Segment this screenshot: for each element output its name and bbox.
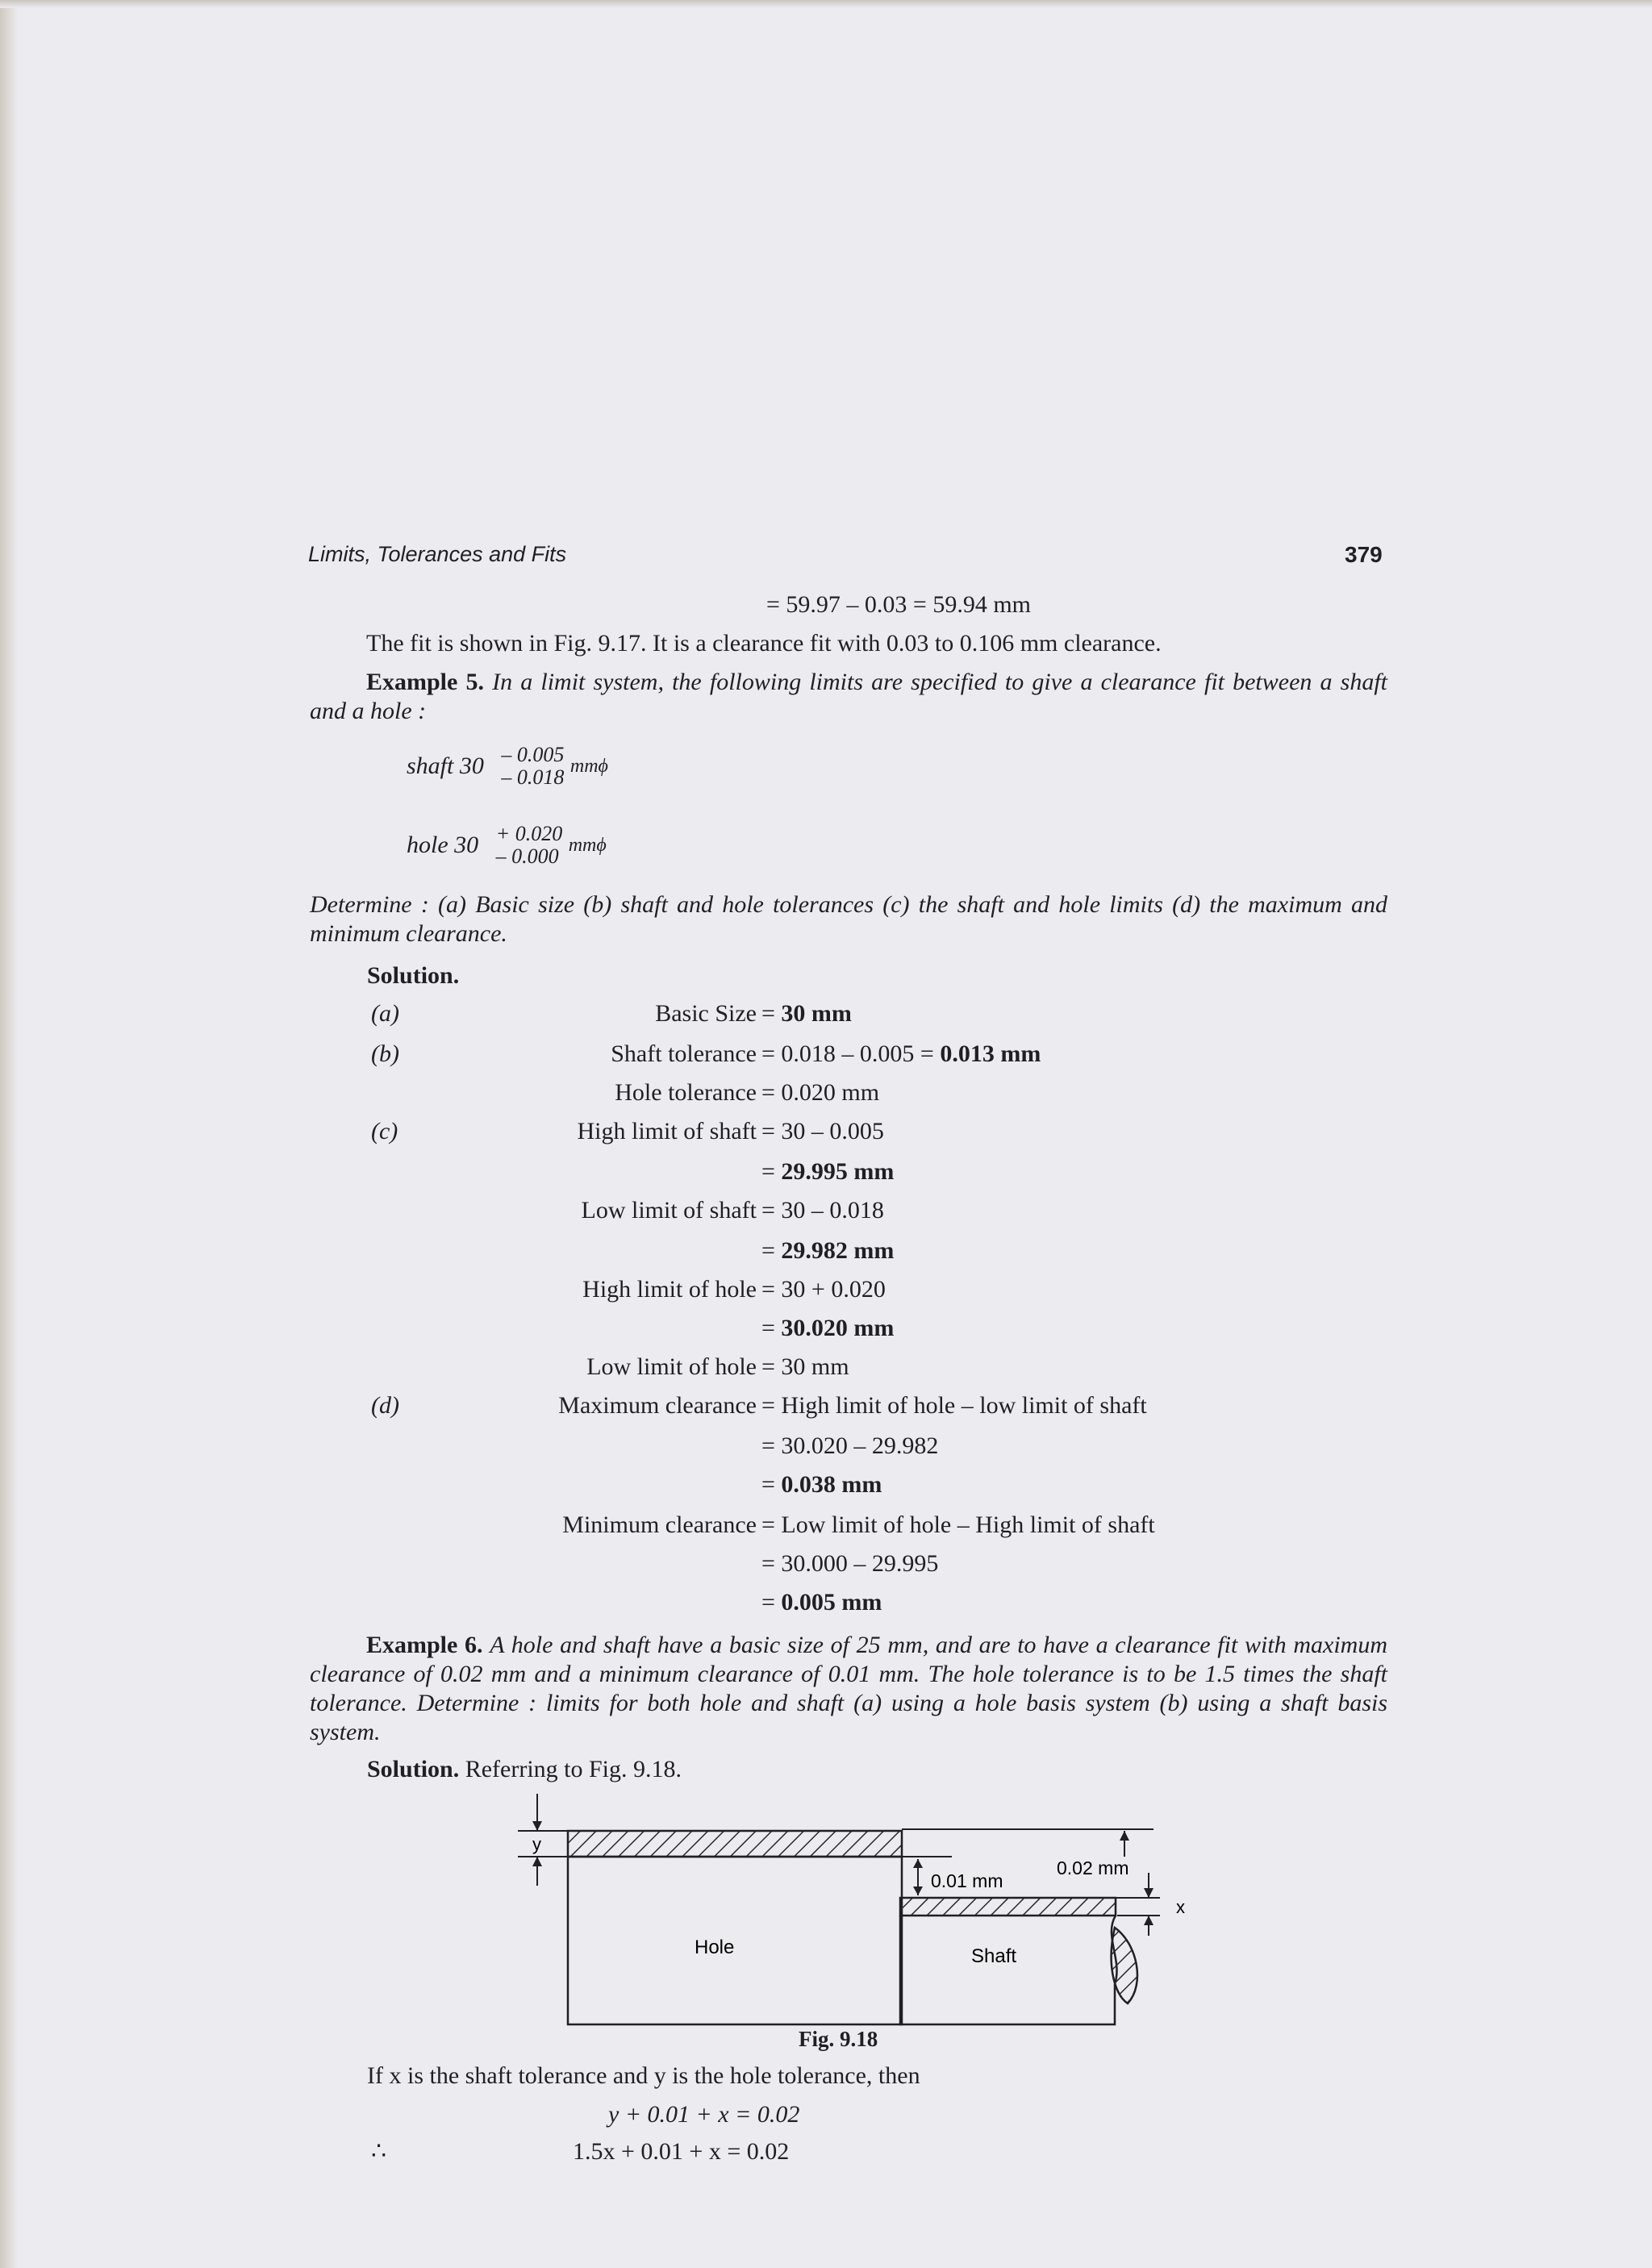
example-5-determine: Determine : (a) Basic size (b) shaft and hole tolerances (c) the shaft and hole limits (d) the maximum and minimum clearance. <box>310 891 1387 947</box>
tag-d: (d) <box>371 1392 399 1419</box>
example-5-label: Example 5. <box>366 669 484 695</box>
x-arrowhead-bottom <box>1144 1916 1153 1925</box>
shaft-spec <box>407 744 608 789</box>
low-limit-hole-label: Low limit of hole <box>586 1353 757 1380</box>
fit-sentence: The fit is shown in Fig. 9.17. It is a clearance fit with 0.03 to 0.106 mm clearance. <box>366 630 1162 657</box>
high-limit-hole-expr: 30 + 0.020 <box>781 1276 886 1303</box>
running-title: Limits, Tolerances and Fits <box>308 542 567 566</box>
y-arrowhead-bottom <box>532 1857 542 1866</box>
equation-1: y + 0.01 + x = 0.02 <box>608 2101 800 2128</box>
example-6-solution-label: Solution. <box>367 1756 460 1782</box>
max-clearance-label: Maximum clearance <box>558 1392 757 1419</box>
example-5-text: In a limit system, the following limits are specified to give a clearance fit between a shaft and a hole : <box>310 669 1388 724</box>
high-limit-shaft-result: 29.995 mm <box>781 1158 895 1185</box>
min-clearance-label: Minimum clearance <box>562 1511 757 1538</box>
example-5-paragraph <box>310 668 1387 726</box>
max-clearance-arrowhead-bottom <box>1144 1888 1153 1898</box>
min-clearance-arrowhead-top <box>913 1859 923 1868</box>
min-clearance-expr: Low limit of hole – High limit of shaft <box>781 1511 1155 1538</box>
shaft-tolerance-expr: 0.018 – 0.005 = <box>781 1040 941 1067</box>
max-clearance-result: 0.038 mm <box>781 1471 882 1498</box>
hole-outline <box>568 1857 902 2024</box>
top-equation: = 59.97 – 0.03 = 59.94 mm <box>766 591 1032 618</box>
max-clearance-expr: High limit of hole – low limit of shaft <box>781 1392 1147 1419</box>
high-limit-shaft-label: High limit of shaft <box>577 1118 757 1144</box>
hole-deviations <box>496 823 563 868</box>
fig-9-18-diagram <box>500 1782 1226 2057</box>
shaft-deviations <box>501 744 564 789</box>
shaft-unit: mmϕ <box>569 756 608 777</box>
shaft-upper-deviation: – 0.005 <box>501 743 565 766</box>
hole-spec-name: hole 30 <box>407 832 479 858</box>
tag-c: (c) <box>371 1118 398 1144</box>
min-clearance-numbers: 30.000 – 29.995 <box>781 1550 939 1577</box>
low-limit-hole-value: 30 mm <box>781 1353 849 1380</box>
shaft-spec-name: shaft 30 <box>407 753 484 779</box>
hole-lower-deviation: – 0.000 <box>495 844 559 868</box>
low-limit-shaft-expr: 30 – 0.018 <box>781 1197 884 1224</box>
hole-tolerance-zone <box>568 1831 902 1857</box>
min-clearance-arrowhead-bottom <box>913 1887 923 1895</box>
max-clearance-label: 0.02 mm <box>1057 1857 1129 1878</box>
page-edge-shadow <box>0 0 18 2268</box>
example-6-solution <box>367 1755 682 1784</box>
high-limit-hole-label: High limit of hole <box>582 1276 757 1303</box>
x-label: x <box>1176 1897 1185 1917</box>
high-limit-shaft-expr: 30 – 0.005 <box>781 1118 884 1144</box>
min-clearance-label: 0.01 mm <box>931 1870 1003 1891</box>
solution-label: Solution. <box>367 962 460 989</box>
example-6-solution-text: Referring to Fig. 9.18. <box>465 1756 682 1782</box>
y-arrowhead-top <box>532 1821 542 1831</box>
max-clearance-arrowhead-top <box>1120 1831 1129 1841</box>
page-top-shadow <box>0 0 1652 8</box>
tag-b: (b) <box>371 1040 399 1067</box>
after-fig-intro <box>367 2062 920 2091</box>
after-fig-intro-text: If x is the shaft tolerance and y is the hole tolerance, then <box>367 2062 920 2089</box>
basic-size-label: Basic Size <box>655 1000 757 1027</box>
scanned-page: Limits, Tolerances and Fits 379 = 59.97 – 0.03 = 59.94 mm The fit is shown in Fig. 9.17. It is a clearance fit with 0.03 to 0.106 mm clearance. Example 5. In a limit system, the following limits are specified to give a clearance fit between a shaft and a hole : shaft 30 – 0.005 – 0.018 mmϕ hole 30 + 0.020 – 0.000 mmϕ Determine : (a) Basic size (b) shaft and hole tolerances (c) the shaft and hole limits (d) the maximum and minimum clearance. Solution. (a) Basic Size = 30 mm (b) Shaft tolerance = 0.018 – 0.005 = 0.013 mm Hole tolerance = 0.020 mm (c) High limit of shaft = 30 – 0.005 = 29.995 mm Low limit of shaft = 30 – 0.018 = 29.982 mm High limit of hole = 30 + 0.020 = 30.020 mm Low limit of hole = 30 mm (d) Maximum clearance = High limit of hole – low limit of shaft = 30.020 – 29.982 = 0.038 mm Minimum clearance = Low limit of hole – High limit of shaft = 30.000 – 29.995 = 0.005 mm Example 6. A hole and shaft have a basic size of 25 mm, and are to have a clearance fit with maximum clearance of 0.02 mm and a minimum clearance of 0.01 mm. The hole tolerance is to be 1.5 times the shaft tolerance. Determine : limits for both hole and shaft (a) using a hole basis system (b) using a shaft basis system. Solution. Referring to Fig. 9.18. y Hole Shaft 0.01 mm 0.02 mm x Fig. 9.18 If x is the shaft tolerance and y is the hole tolerance, then y + 0.01 + x = 0.02 ∴ 1.5x + 0.01 + x = 0.02 <box>0 0 1652 2268</box>
hole-spec <box>407 823 607 868</box>
shaft-tolerance-zone <box>900 1898 1116 1916</box>
shaft-tolerance-result: 0.013 mm <box>940 1040 1041 1067</box>
figure-caption: Fig. 9.18 <box>799 2027 878 2051</box>
shaft-tolerance-label: Shaft tolerance <box>611 1040 757 1067</box>
hole-upper-deviation: + 0.020 <box>495 822 563 845</box>
page-number: 379 <box>1345 542 1383 567</box>
hole-unit: mmϕ <box>568 835 607 856</box>
low-limit-shaft-result: 29.982 mm <box>781 1237 895 1264</box>
y-label: y <box>532 1834 541 1854</box>
basic-size-value: 30 mm <box>781 1000 852 1027</box>
example-6-paragraph <box>310 1631 1387 1747</box>
example-6-text: A hole and shaft have a basic size of 25 mm, and are to have a clearance fit with maximum clearance of 0.02 mm and a minimum clearance of 0.01 mm. The hole tolerance is to be 1.5 times the shaft tolerance. Determine : limits for both hole and shaft (a) using a hole basis system (b) using a shaft basis system. <box>310 1632 1388 1745</box>
shaft-lower-deviation: – 0.018 <box>501 765 565 789</box>
equation-2: 1.5x + 0.01 + x = 0.02 <box>573 2138 790 2165</box>
min-clearance-result: 0.005 mm <box>781 1589 882 1616</box>
tag-a: (a) <box>371 1000 399 1027</box>
hole-tolerance-value: 0.020 mm <box>781 1079 880 1106</box>
high-limit-hole-result: 30.020 mm <box>781 1315 895 1341</box>
max-clearance-numbers: 30.020 – 29.982 <box>781 1432 939 1459</box>
hole-tolerance-label: Hole tolerance <box>615 1079 757 1106</box>
low-limit-shaft-label: Low limit of shaft <box>581 1197 757 1224</box>
shaft-label: Shaft <box>971 1945 1017 1967</box>
shaft-outline <box>900 1916 1115 2024</box>
therefore-symbol: ∴ <box>371 2138 387 2165</box>
hole-label: Hole <box>695 1937 735 1958</box>
example-6-label: Example 6. <box>366 1632 483 1658</box>
